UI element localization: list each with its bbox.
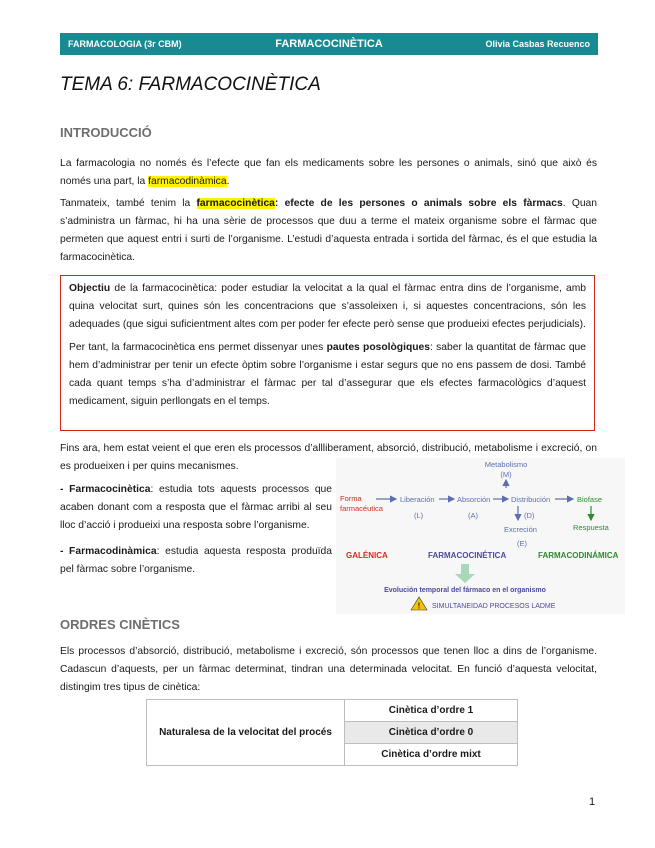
farmacodinamica-item <box>60 543 332 579</box>
orders-heading: ORDRES CINÈTICS <box>60 617 180 632</box>
posology-paragraph <box>69 339 586 411</box>
table-label-cell: Naturalesa de la velocitat del procés <box>147 700 345 766</box>
objective-box <box>60 275 595 431</box>
fc-item-text: : estudia tots aquests processos que acaben donant com a resposta que el fàrmac arribi al seu lloc d’acció i produeixi una resposta sobre l’organisme. <box>60 484 333 531</box>
label-evolucion: Evolución temporal del fármaco en el organismo <box>384 587 546 594</box>
processes-paragraph: Fins ara, hem estat veient el que eren els processos d’allliberament, absorció, distribució, metabolisme i excreció, on es produeixen i per quins mecanismes. <box>60 443 597 472</box>
farmacocinetica-item <box>60 481 332 535</box>
header-topic: FARMACOCINÈTICA <box>275 38 383 50</box>
label-d: (D) <box>524 511 535 520</box>
page-header <box>60 33 598 55</box>
page-number: 1 <box>589 796 596 808</box>
objective-text: de la farmacocinètica: poder estudiar la velocitat a la qual el fàrmac entra dins de l’organisme, amb quina velocitat surt, quines són les concentracions que s’assoleixen i, si aquestes concentracions, són les adequades (que sigui suficientment altes com per poder fer efecte però sense que produeixi efectes perjudicials). <box>69 283 586 330</box>
header-subject: FARMACOLOGIA (3r CBM) <box>68 39 182 49</box>
label-farmaceutica: farmacéutica <box>340 504 383 513</box>
table-row <box>147 700 518 722</box>
page-title: TEMA 6: FARMACOCINÈTICA <box>60 74 321 95</box>
highlight-farmacocinetica: farmacocinètica <box>196 198 275 209</box>
label-liberacion: Liberación <box>400 495 435 504</box>
fd-item-text: : estudia aquesta resposta produïda pel fàrmac sobre l’organisme. <box>60 546 332 575</box>
table-cell-order-mixed: Cinètica d’ordre mixt <box>345 744 518 766</box>
label-simultaneidad: SIMULTANEIDAD PROCESOS LADME <box>432 603 556 610</box>
objective-paragraph <box>69 280 586 334</box>
label-respuesta: Respuesta <box>573 523 609 532</box>
header-author: Olivia Casbas Recuenco <box>485 39 590 49</box>
fc-item-label: - Farmacocinètica <box>60 484 151 495</box>
table-cell-order-1: Cinètica d’ordre 1 <box>345 700 518 722</box>
label-e: (E) <box>517 539 527 548</box>
label-excrecion: Excreción <box>504 525 537 534</box>
intro-p2-text: Tanmateix, també tenim la <box>60 198 197 209</box>
orders-paragraph: Els processos d’absorció, distribució, metabolisme i excreció, són processos que tenen lloc a dins de l’organisme. Cadascun d’aquests, per un fàrmac determinat, tindran una determinada velocitat. En funció d’aquesta velocitat, distingim tres tipus de cinètica: <box>60 646 597 693</box>
label-biofase: Biofase <box>577 495 603 504</box>
warning-mark: ! <box>417 601 421 611</box>
label-l: (L) <box>414 511 424 520</box>
intro-p2-bold: : efecte de les persones o animals sobre els fàrmacs <box>274 198 563 209</box>
label-forma: Forma <box>340 494 362 503</box>
intro-heading: INTRODUCCIÓ <box>60 125 152 140</box>
posology-text-b: : saber la quantitat de fàrmac que hem d’administrar per tenir un efecte òptim sobre l’organisme i estar segurs que no ens passem de dosi. També cada quant temps s’ha d’administrar el fàrmac per tal d’assegurar que els efectes farmacològics d’aquest medicament, siguin perllongats en el temps. <box>69 342 586 407</box>
intro-paragraph-2 <box>60 195 597 267</box>
objective-label: Objectiu <box>69 283 111 294</box>
table-cell-order-0: Cinètica d’ordre 0 <box>345 722 518 744</box>
label-farmacodinamica: FARMACODINÁMICA <box>538 551 619 560</box>
label-farmacocinetica: FARMACOCINÉTICA <box>428 551 507 560</box>
kinetics-table <box>146 699 518 766</box>
intro-p1-text: La farmacologia no només és l’efecte que fan els medicaments sobre les persones o animals, sinó que això és només una part, la <box>60 158 597 187</box>
label-a: (A) <box>468 511 478 520</box>
label-absorcion: Absorción <box>457 495 491 504</box>
posology-bold: pautes posològiques <box>326 342 430 353</box>
arrow-down-head <box>455 574 475 583</box>
label-m: (M) <box>500 470 512 479</box>
label-metabolismo: Metabolismo <box>484 460 528 469</box>
arrow-down-shaft <box>461 564 469 574</box>
highlight-farmacodinamica: farmacodinàmica <box>148 176 227 187</box>
label-distribucion: Distribución <box>511 495 551 504</box>
ladme-diagram <box>336 458 625 614</box>
posology-text-a: Per tant, la farmacocinètica ens permet dissenyar unes <box>69 342 327 353</box>
intro-p1-end: . <box>226 176 230 187</box>
fd-item-label: - Farmacodinàmica <box>60 546 157 557</box>
intro-p2-rest: . Quan s’administra un fàrmac, hi ha una sèrie de processos que duu a terme el mateix organisme sobre el fàrmac que permeten que aquest entri i surti de l’organisme. L’estudi d’aquesta entrada i sortida del fàrmac, és el que estudia la farmacocinètica. <box>60 198 598 263</box>
intro-paragraph-1 <box>60 155 597 191</box>
label-galenica: GALÉNICA <box>346 551 388 560</box>
